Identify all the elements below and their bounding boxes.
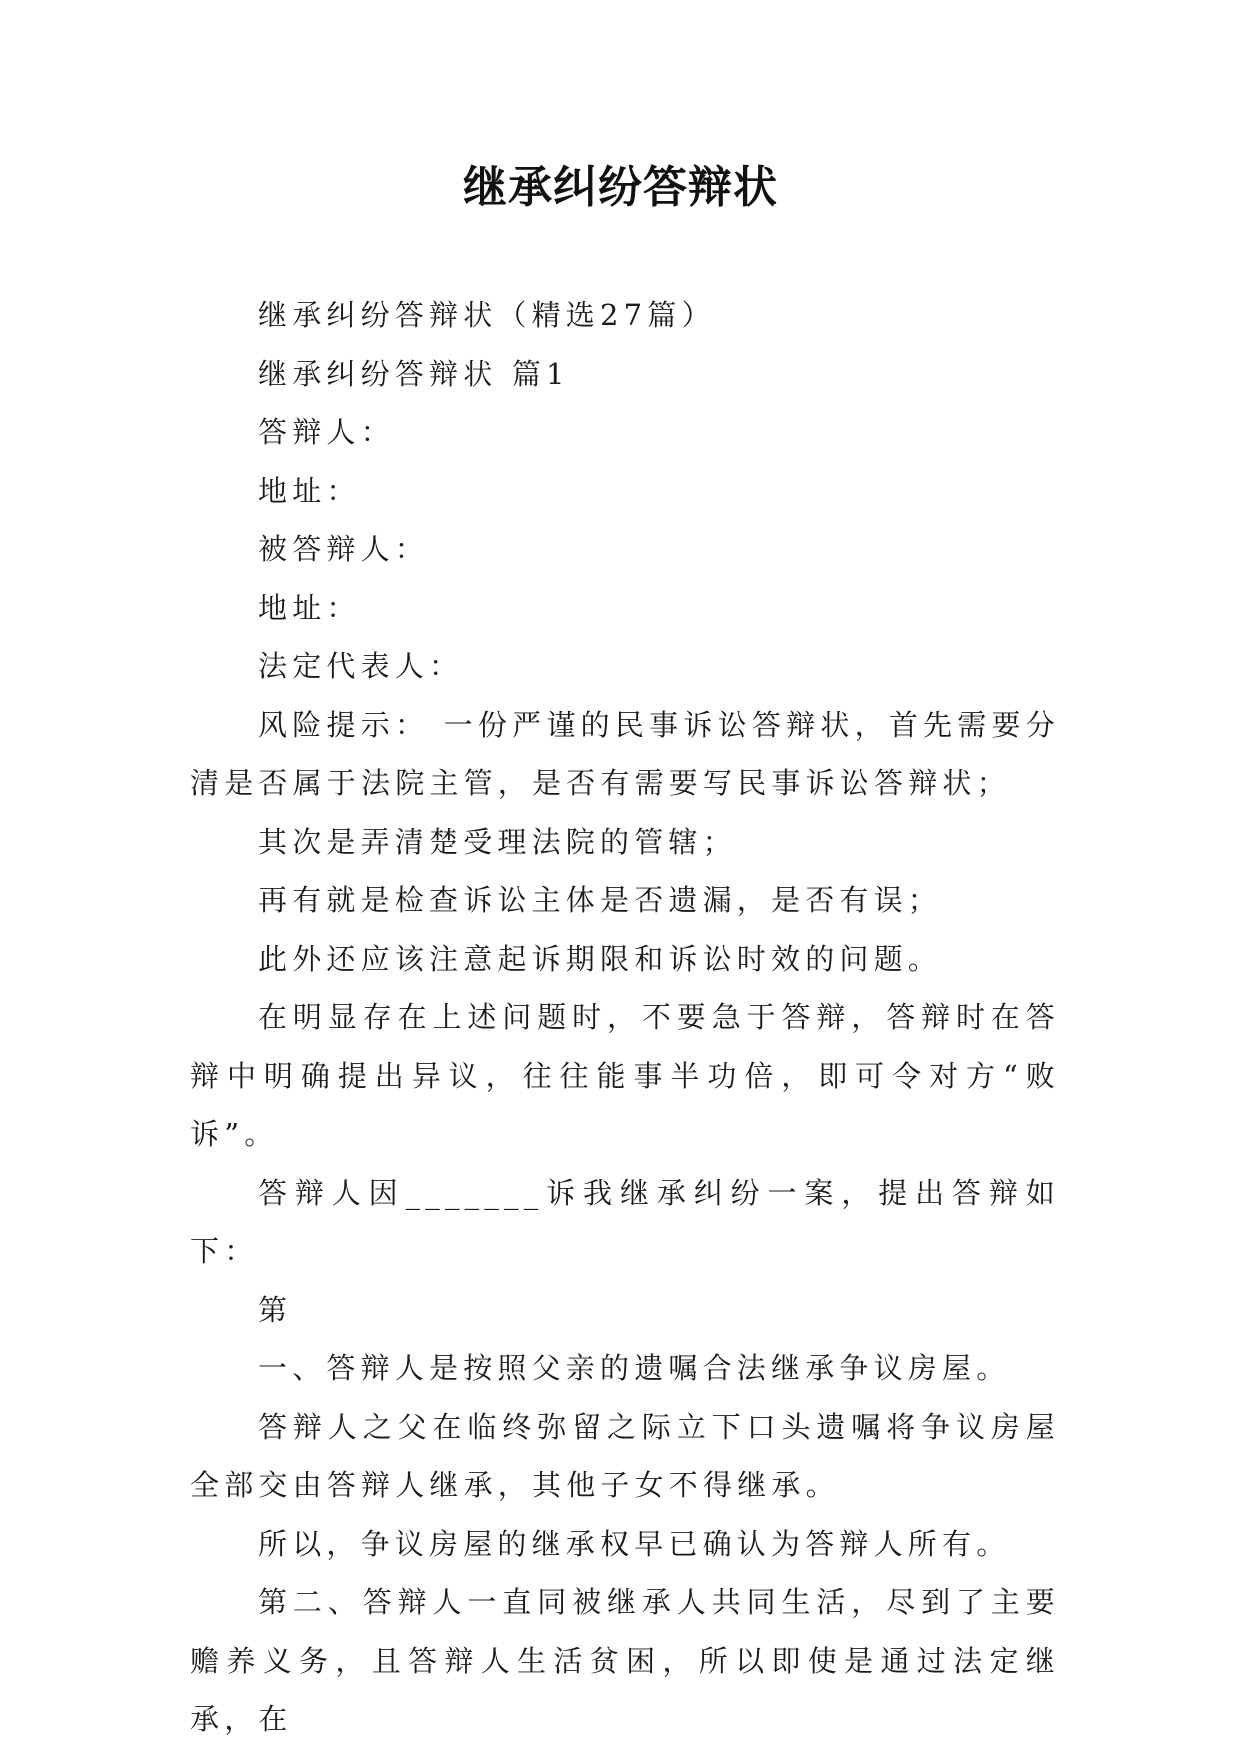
paragraph-limitation-period: 此外还应该注意起诉期限和诉讼时效的问题。: [258, 941, 943, 976]
paragraph-litigation-subject: 再有就是检查诉讼主体是否遗漏，是否有误；: [258, 883, 943, 917]
paragraph-point-two: 第二、答辩人一直同被继承人共同生活，尽到了主要赡养义务，且答辩人生活贫困，所以即使是通过法定继承，在: [190, 1585, 1060, 1736]
paragraph-point-one: 一、答辩人是按照父亲的遗嘱合法继承争议房屋。: [258, 1351, 1011, 1385]
paragraph-jurisdiction: 其次是弄清楚受理法院的管辖；: [258, 824, 737, 859]
paragraph-first-marker: 第: [258, 1292, 293, 1327]
paragraph-risk-notice: 风险提示： 一份严谨的民事诉讼答辩状，首先需要分清是否属于法院主管，是否有需要写民事诉讼答辩状；: [190, 707, 1060, 800]
paragraph-claimant: 被答辩人：: [258, 532, 430, 566]
document-title: 继承纠纷答辩状: [463, 162, 778, 213]
document-body: [190, 286, 1060, 1749]
paragraph-collection-title: 继承纠纷答辩状（精选27篇）: [258, 298, 716, 332]
paragraph-inheritance-confirmed: 所以，争议房屋的继承权早已确认为答辩人所有。: [258, 1526, 1011, 1561]
paragraph-article-heading: 继承纠纷答辩状 篇1: [258, 356, 570, 391]
paragraph-oral-will: 答辩人之父在临终弥留之际立下口头遗嘱将争议房屋全部交由答辩人继承，其他子女不得继承。: [190, 1409, 1060, 1502]
paragraph-legal-representative: 法定代表人：: [258, 649, 464, 683]
paragraph-defense-intro: 答辩人因_______诉我继承纠纷一案，提出答辩如下：: [190, 1175, 1060, 1268]
paragraph-respondent: 答辩人：: [258, 415, 395, 449]
paragraph-claimant-address: 地址：: [258, 590, 361, 625]
paragraph-objection-advice: 在明显存在上述问题时，不要急于答辩，答辩时在答辩中明确提出异议，往往能事半功倍，即可令对方“败诉”。: [190, 1000, 1060, 1151]
paragraph-respondent-address: 地址：: [258, 473, 361, 508]
